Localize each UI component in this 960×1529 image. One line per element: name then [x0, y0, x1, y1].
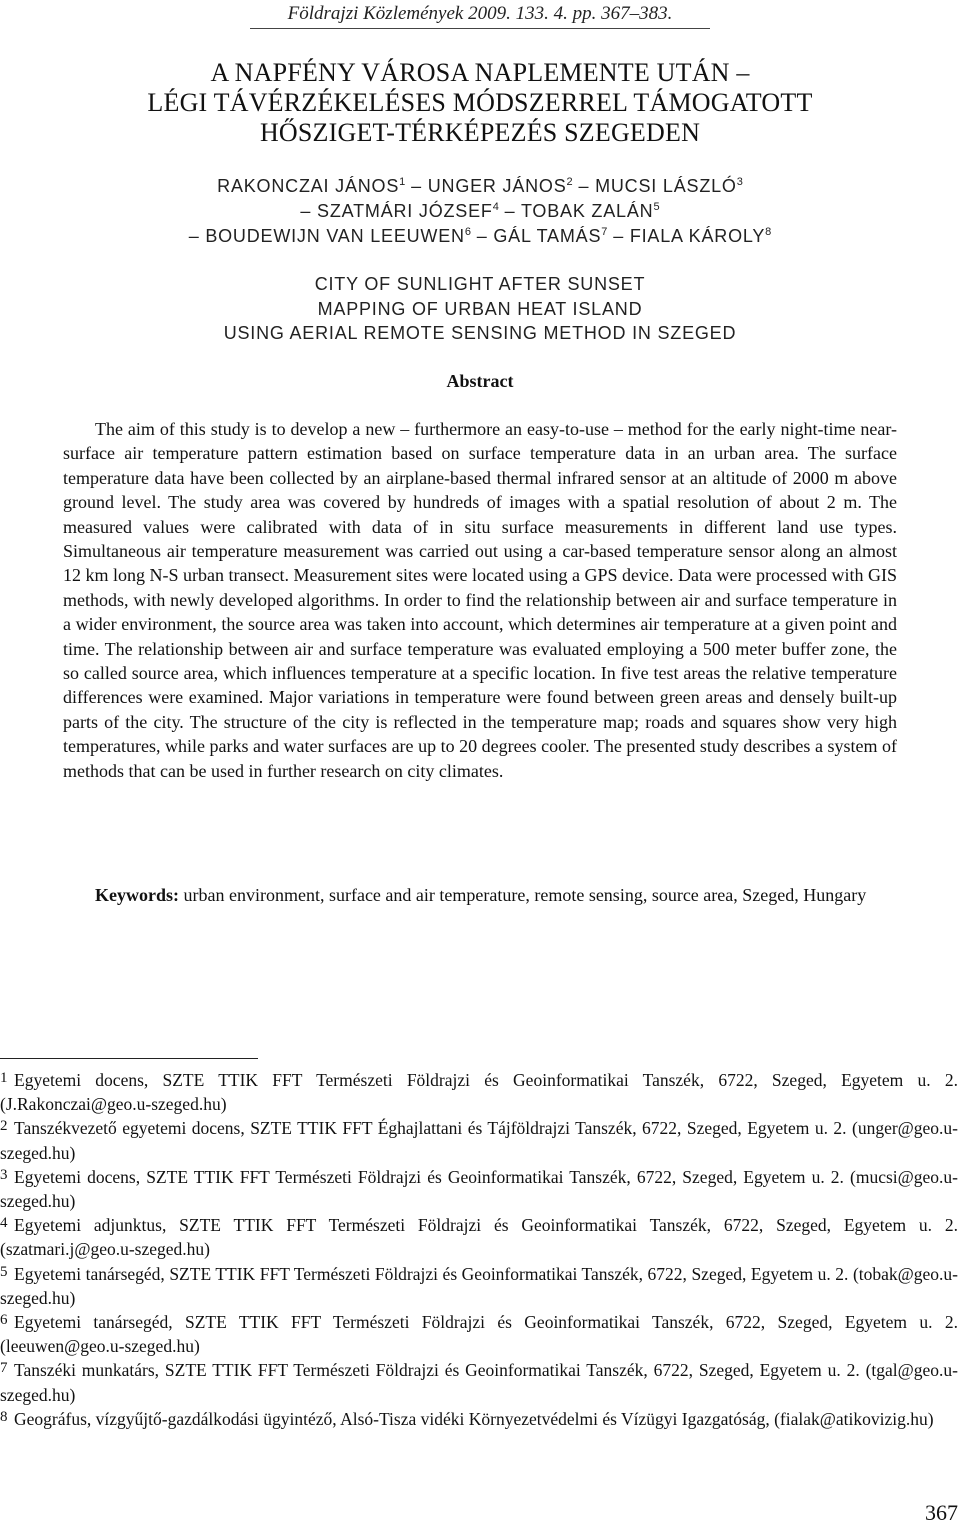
- author-name: GÁL TAMÁS: [493, 226, 602, 246]
- author-affiliation-marker: 8: [765, 226, 772, 238]
- footnote-text: Tanszékvezető egyetemi docens, SZTE TTIK FFT Éghajlattani és Tájföldrajzi Tanszék, 6722, Szeged, Egyetem u. 2. (unger@geo.u-szeged.hu): [0, 1118, 958, 1163]
- author-line: – BOUDEWIJN VAN LEEUWEN$^6$ – GÁL TAMÁS$^7$ – FIALA KÁROLY$^8$: [188, 226, 772, 246]
- footnote: 8 Geográfus, vízgyűjtő-gazdálkodási ügyintéző, Alsó-Tisza vidéki Környezetvédelmi és Vízügyi Igazgatóság, (fialak@atikovizig.hu): [0, 1408, 934, 1429]
- author-name: TOBAK ZALÁN: [520, 201, 654, 221]
- author-line: RAKONCZAI JÁNOS$^1$ – UNGER JÁNOS$^2$ – MUCSI LÁSZLÓ$^3$: [217, 176, 743, 196]
- author-list: [0, 174, 960, 249]
- footnote-text: Egyetemi tanársegéd, SZTE TTIK FFT Természeti Földrajzi és Geoinformatikai Tanszék, 6722, Szeged, Egyetem u. 2. (leeuwen@geo.u-szeged.hu): [0, 1312, 958, 1357]
- footnote: 4 Egyetemi adjunktus, SZTE TTIK FFT Természeti Földrajzi és Geoinformatikai Tanszék, 6722, Szeged, Egyetem u. 2. (szatmari.j@geo.u-szeged.hu): [0, 1215, 958, 1260]
- footnote: 2 Tanszékvezető egyetemi docens, SZTE TTIK FFT Éghajlattani és Tájföldrajzi Tanszék, 6722, Szeged, Egyetem u. 2. (unger@geo.u-szeged.hu): [0, 1118, 958, 1163]
- author-name: SZATMÁRI JÓZSEF: [317, 201, 493, 221]
- author-name: MUCSI LÁSZLÓ: [595, 176, 737, 196]
- title-line: LÉGI TÁVÉRZÉKELÉSES MÓDSZERREL TÁMOGATOTT: [147, 88, 813, 117]
- footnotes: [0, 1068, 958, 1431]
- title-line: A NAPFÉNY VÁROSA NAPLEMENTE UTÁN –: [210, 58, 750, 87]
- author-affiliation-marker: 6: [464, 226, 471, 238]
- title-line: HŐSZIGET-TÉRKÉPEZÉS SZEGEDEN: [259, 118, 701, 147]
- journal-header: Földrajzi Közlemények 2009. 133. 4. pp. 367–383.: [287, 3, 673, 24]
- footnote-text: Geográfus, vízgyűjtő-gazdálkodási ügyintéző, Alsó-Tisza vidéki Környezetvédelmi és Vízügyi Igazgatóság, (fialak@atikovizig.hu): [14, 1408, 934, 1429]
- footnote-text: Egyetemi adjunktus, SZTE TTIK FFT Természeti Földrajzi és Geoinformatikai Tanszék, 6722, Szeged, Egyetem u. 2. (szatmari.j@geo.u-szeged.hu): [0, 1215, 958, 1260]
- article-title: [0, 58, 960, 148]
- footnote: 6 Egyetemi tanársegéd, SZTE TTIK FFT Természeti Földrajzi és Geoinformatikai Tanszék, 6722, Szeged, Egyetem u. 2. (leeuwen@geo.u-szeged.hu): [0, 1312, 958, 1357]
- keywords-paragraph: [63, 883, 897, 907]
- author-name: BOUDEWIJN VAN LEEUWEN: [205, 226, 465, 246]
- footnote-text: Egyetemi docens, SZTE TTIK FFT Természeti Földrajzi és Geoinformatikai Tanszék, 6722, Szeged, Egyetem u. 2. (J.Rakonczai@geo.u-szeged.hu): [0, 1070, 958, 1115]
- keywords-text: urban environment, surface and air temperature, remote sensing, source area, Szeged, Hungary: [179, 885, 867, 905]
- author-affiliation-marker: 1: [399, 176, 406, 188]
- footnote: 1 Egyetemi docens, SZTE TTIK FFT Természeti Földrajzi és Geoinformatikai Tanszék, 6722, Szeged, Egyetem u. 2. (J.Rakonczai@geo.u-szeged.hu): [0, 1070, 958, 1115]
- page-number: 367: [925, 1500, 958, 1525]
- footnote-text: Tanszéki munkatárs, SZTE TTIK FFT Természeti Földrajzi és Geoinformatikai Tanszék, 6722, Szeged, Egyetem u. 2. (tgal@geo.u-szeged.hu): [0, 1360, 958, 1405]
- keywords-label: Keywords:: [95, 885, 179, 905]
- footnote: 3 Egyetemi docens, SZTE TTIK FFT Természeti Földrajzi és Geoinformatikai Tanszék, 6722, Szeged, Egyetem u. 2. (mucsi@geo.u-szeged.hu): [0, 1166, 958, 1212]
- author-affiliation-marker: 2: [566, 176, 573, 188]
- author-name: UNGER JÁNOS: [427, 176, 567, 196]
- footnote-rule: [0, 1058, 258, 1059]
- footnote-text: Egyetemi tanársegéd, SZTE TTIK FFT Természeti Földrajzi és Geoinformatikai Tanszék, 6722, Szeged, Egyetem u. 2. (tobak@geo.u-szeged.hu): [0, 1263, 958, 1308]
- author-affiliation-marker: 5: [653, 201, 660, 213]
- abstract-heading: Abstract: [446, 371, 514, 391]
- abstract-body: [63, 417, 897, 783]
- footnote: 7 Tanszéki munkatárs, SZTE TTIK FFT Természeti Földrajzi és Geoinformatikai Tanszék, 6722, Szeged, Egyetem u. 2. (tgal@geo.u-szeged.hu): [0, 1360, 958, 1405]
- author-name: RAKONCZAI JÁNOS: [217, 176, 400, 196]
- footnote-text: Egyetemi docens, SZTE TTIK FFT Természeti Földrajzi és Geoinformatikai Tanszék, 6722, Szeged, Egyetem u. 2. (mucsi@geo.u-szeged.hu): [0, 1166, 958, 1212]
- abstract-paragraph: The aim of this study is to develop a new – furthermore an easy-to-use – method for the early night-time near-surface air temperature pattern estimation based on surface temperature data in an urban area. The surface temperature data have been collected by an airplane-based thermal infrared sensor at an altitude of 2000 m above ground level. The study area was covered by hundreds of images with a spatial resolution of about 2 m. The measured values were calibrated with data of in situ surface measurements in different land use types. Simultaneous air temperature measurement was carried out using a car-based temperature sensor along an almost 12 km long N-S urban transect. Measurement sites were located using a GPS device. Data were processed with GIS methods, with newly developed algorithms. In order to find the relationship between air and surface temperature in a wider environment, the source area was taken into account, which determines air temperature at a given point and time. The relationship between air and surface temperature was evaluated employing a 500 meter buffer zone, the so called source area, which influences temperature at a specific location. In five test areas the relative temperature differences were examined. Major variations in temperature were found between green areas and densely built-up parts of the city. The structure of the city is reflected in the temperature map; roads and squares show very high temperatures, while parks and water surfaces are up to 20 degrees cooler. The presented study describes a system of methods that can be used in further research on city climates.: [63, 419, 897, 781]
- english-title: [0, 272, 960, 346]
- author-affiliation-marker: 7: [601, 226, 608, 238]
- english-title-line: CITY OF SUNLIGHT AFTER SUNSET: [314, 274, 646, 294]
- footnote: 5 Egyetemi tanársegéd, SZTE TTIK FFT Természeti Földrajzi és Geoinformatikai Tanszék, 6722, Szeged, Egyetem u. 2. (tobak@geo.u-szeged.hu): [0, 1263, 958, 1308]
- english-title-line: USING AERIAL REMOTE SENSING METHOD IN SZEGED: [223, 323, 737, 343]
- author-affiliation-marker: 3: [736, 176, 743, 188]
- header-rule: [250, 28, 710, 29]
- author-name: FIALA KÁROLY: [629, 226, 766, 246]
- author-affiliation-marker: 4: [492, 201, 499, 213]
- english-title-line: MAPPING OF URBAN HEAT ISLAND: [317, 298, 643, 319]
- keywords: [63, 883, 897, 907]
- author-line: – SZATMÁRI JÓZSEF$^4$ – TOBAK ZALÁN$^5$: [300, 201, 660, 221]
